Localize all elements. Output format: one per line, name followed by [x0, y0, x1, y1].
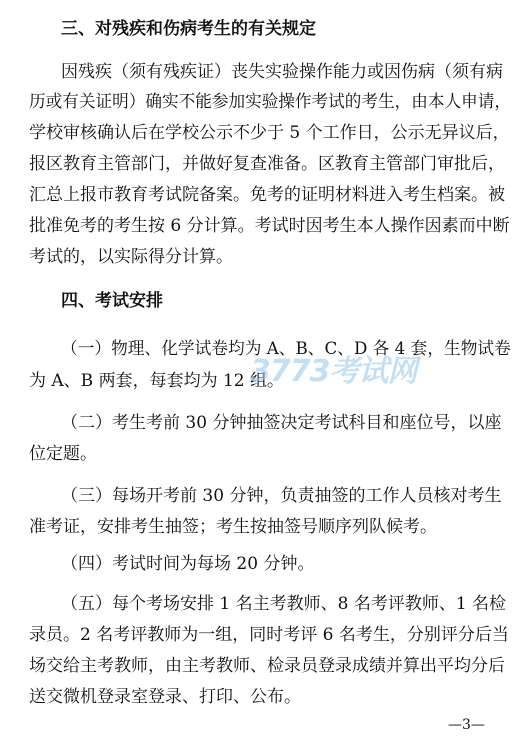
paragraph-line: 准考证，安排考生抽签；考生按抽签号顺序列队候考。	[29, 517, 437, 537]
paragraph-line: （四）考试时间为每场 20 分钟。	[61, 554, 315, 574]
section-heading-4: 四、考试安排	[61, 291, 163, 311]
paragraph-line: 历或有关证明）确实不能参加实验操作考试的考生，由本人申请，	[29, 92, 511, 112]
paragraph-line: （一）物理、化学试卷均为 A、B、C、D 各 4 套，生物试卷	[61, 339, 511, 359]
paragraph-line: 场交给主考教师，由主考教师、检录员登录成绩并算出平均分后	[29, 656, 505, 676]
paragraph-line: 批准免考的考生按 6 分计算。考试时因考生本人操作因素而中断	[29, 216, 510, 236]
paragraph-line: 位定题。	[29, 444, 97, 464]
paragraph-line: 送交微机登录室登录、打印、公布。	[29, 687, 301, 707]
paragraph-line: 录员。2 名考评教师为一组，同时考评 6 名考生，分别评分后当	[29, 625, 509, 645]
paragraph-line: 汇总上报市教育考试院备案。免考的证明材料进入考生档案。被	[29, 185, 505, 205]
paragraph-line: 考试的，以实际得分计算。	[29, 247, 233, 267]
section-heading-3: 三、对残疾和伤病考生的有关规定	[61, 19, 316, 39]
paragraph-line: （二）考生考前 30 分钟抽签决定考试科目和座位号，以座	[61, 413, 502, 433]
page-number: —3—	[448, 717, 485, 733]
watermark-logo: 3773考试网	[250, 354, 417, 389]
paragraph-line: 因残疾（须有残疾证）丧失实验操作能力或因伤病（须有病	[61, 62, 503, 82]
paragraph-line: 报区教育主管部门，并做好复查准备。区教育主管部门审批后，	[29, 154, 505, 174]
paragraph-line: 为 A、B 两套，每套均为 12 组。	[29, 371, 285, 391]
paragraph-line: （三）每场开考前 30 分钟，负责抽签的工作人员核对考生	[61, 486, 502, 506]
paragraph-line: 学校审核确认后在学校公示不少于 5 个工作日，公示无异议后，	[29, 123, 510, 143]
paragraph-line: （五）每个考场安排 1 名主考教师、8 名考评教师、1 名检	[61, 594, 507, 614]
